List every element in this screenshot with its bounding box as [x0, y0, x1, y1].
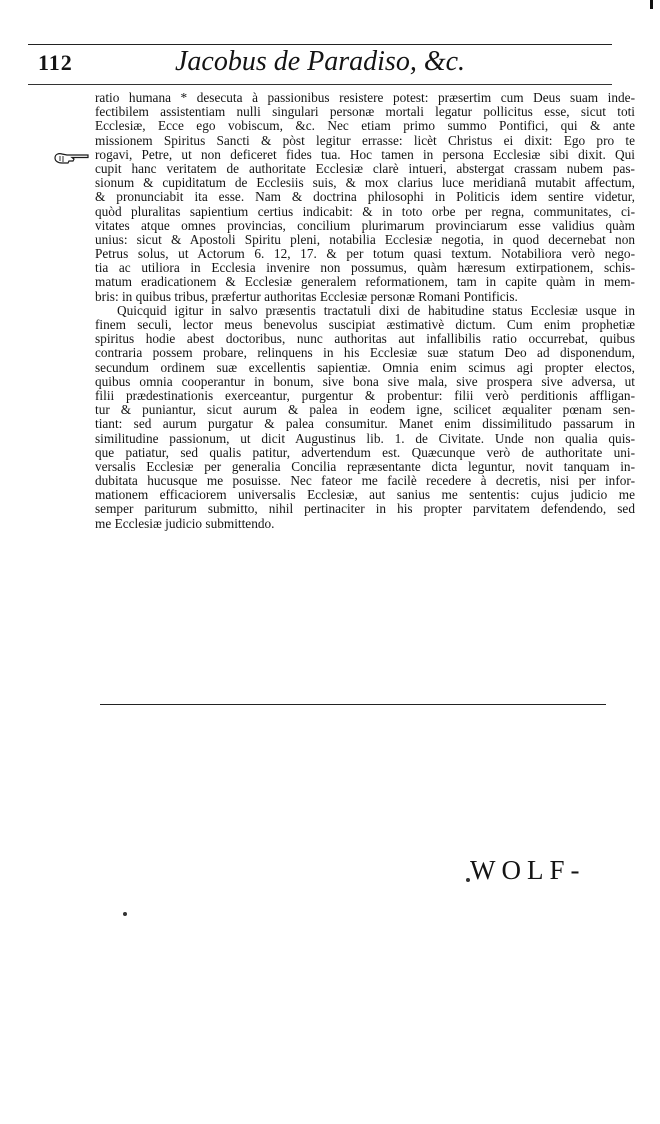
text-line: cupit hanc veritatem de authoritate Ecclesiæ clarè intueri, abstergat crassam nubem pas- [95, 161, 635, 176]
text-line: & pronunciabit ita esse. Nam & doctrina philosophi in Politicis idem sentire videtur, [95, 190, 635, 205]
text-line: semper pariturum submitto, nihil pertinaciter in his propter parvitatem defendendo, sed [95, 502, 635, 517]
text-line: Ecclesiæ, Ecce ego vobiscum, &c. Nec etiam primo summo Pontifici, qui & ante [95, 119, 635, 134]
corner-mark [650, 0, 653, 9]
text-line: quibus omnia cooperantur in bonum, sive bona sive mala, sive prospera sive adversa, ut [95, 374, 635, 389]
text-line: versalis Ecclesiæ per generalia Concilia repræsentante dicta leguntur, novit tanquam in- [95, 459, 635, 474]
body-text [95, 91, 635, 531]
section-end-rule [100, 704, 606, 705]
text-line: dubitata hucusque me posuisse. Nec fateor me facilè recedere à decretis, nisi per infor- [95, 474, 635, 489]
pointing-hand-icon [52, 150, 92, 166]
header-rule [28, 84, 612, 85]
text-line: mationem efficaciorem universalis Ecclesiæ, aut sanius me sententis: cujus judicio me [95, 488, 635, 503]
top-rule [28, 44, 612, 45]
text-line: finem seculi, lector meus benevolus suscipiat æstimativè dictum. Cum enim prophetiæ [95, 318, 635, 332]
text-line: sionum & cupiditatum de Ecclesiis suis, & mox clarius luce meridianâ mutabit affectum, [95, 176, 635, 191]
text-line: rogavi, Petre, ut non deficeret fides tua. Hoc tamen in persona Ecclesiæ sibi dixit. Qui [95, 147, 635, 162]
text-line: spiritus hodie abest doctoribus, nunc authoritas aut infallibilis ratio occurrebat, quibus [95, 332, 635, 347]
text-line: tur & puniantur, sicut aurum & palea in eodem igne, scilicet æqualiter pœnam sen- [95, 403, 635, 418]
text-line: tiant: sed aurum purgatur & palea consumitur. Manet enim dissimilitudo passarum in [95, 417, 635, 432]
catchword: WOLF- [470, 855, 586, 885]
text-line: unius: sicut & Apostoli Spiritu pleni, notabilia Ecclesiæ negotia, in quod decernebat non [95, 232, 635, 247]
running-head: Jacobus de Paradiso, &c. [174, 46, 466, 77]
text-line: matum eradicationem & Ecclesiæ generalem reformationem, tam in capite quàm in mem- [95, 275, 635, 290]
text-line: Quicquid igitur in salvo præsentis tractatuli dixi de habitudine status Ecclesiæ usque in [117, 303, 635, 318]
text-line: Petrus solus, ut Actorum 6. 12, 17. & per totum quasi textum. Notabiliora verò nego- [95, 247, 635, 262]
text-line: filii prædestinationis exerceantur, purgentur & probentur: filii verò perditionis affligan- [95, 388, 635, 403]
text-line: vitates atque omnes provincias, concilium plurimarum provinciarum esse validius quàm [95, 218, 635, 233]
page-number: 112 [38, 50, 73, 75]
text-line: me Ecclesiæ judicio submittendo. [95, 516, 275, 531]
text-line: contraria possem probare, relinquens in his Ecclesiæ suæ statum Deo ad disponendum, [95, 346, 635, 361]
text-line: que patiatur, sed qualis patitur, advertendum est. Quæcunque verò de authoritate uni- [95, 445, 635, 460]
text-line: secundum ordinem suæ excellentis sapientiæ. Omnia enim scimus agi propter electos, [95, 360, 635, 375]
ink-speck [466, 878, 470, 882]
ink-speck [123, 912, 127, 916]
text-line: ratio humana * desecuta à passionibus resistere potest: præsertim cum Deus suam inde- [95, 91, 635, 105]
text-line: fectibilem assistentiam nulli singulari personæ mortali legatur pollicitus esse, sicut toti [95, 105, 635, 120]
text-line: similitudine passionum, ut dicit Augustinus lib. 1. de Civitate. Unde non qualia quis- [95, 431, 635, 446]
text-line: tia ac utiliora in Ecclesia invenire non possumus, quàm hæresum extirpationem, schis- [95, 261, 635, 276]
text-line: quòd pluralitas sapientium certius indicabit: & in toto orbe per regna, communitates, ci- [95, 204, 635, 219]
text-line: bris: in quibus tribus, præfertur authoritas Ecclesiæ personæ Romani Pontificis. [95, 289, 518, 304]
text-line: missionem Spiritus Sancti & pòst legitur errasse: licèt Christus ei dixit: Ego pro te [95, 133, 635, 148]
page-header [28, 46, 612, 84]
